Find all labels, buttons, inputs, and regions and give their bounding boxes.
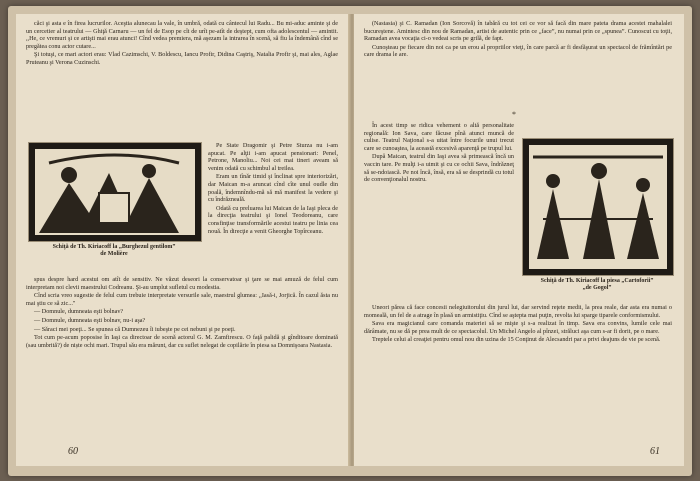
right-page bbox=[354, 14, 684, 466]
left-bottom-text bbox=[26, 276, 338, 350]
page-number: 61 bbox=[650, 446, 660, 457]
paragraph: Odată cu preluarea lui Maican de la Iaşi pleca de la direcţia teatrului şi Ionel Teodoreanu, care consfinţise transformările acestui teatru pe linia cea nouă. În direcţie a venit Gheorghe Topîrceanu. bbox=[208, 204, 338, 235]
page-number: 60 bbox=[68, 446, 78, 457]
caption-line: de Molière bbox=[100, 251, 128, 257]
section-separator: * bbox=[512, 110, 516, 119]
left-woodcut-illustration bbox=[28, 142, 202, 242]
paragraph: Tot cum pe-acum poposise în Iaşi ca directoar de scenă actorul G. M. Zamfirescu. O faţă palidă şi gînditoare dominată (sau umbrită?) de niște ochi mari. Trupul său era mărunt, dar cu suflet nelegat de copilărie în piesa sa Domnişoara Nastasia. bbox=[26, 334, 338, 349]
paragraph: Dupǎ Maican, teatrul din Iaşi avea să primească încă un vaccin tare. Pe mulţi i-a uimit şi cu ce ochii Sava, îndrăzneţ să se-ndoiască. Pe noi încă, însă, era să se desprindă cu totul de convenţionalul nostru. bbox=[364, 153, 514, 184]
left-page bbox=[16, 14, 351, 466]
paragraph: Pe State Dragomir şi Petre Sturza nu i-am apucat. Pe alţii i-am apucat pensionari: Penel, Petrone, Manoliu... Noi cei mai tineri aveam să venim odată cu schimbul al treilea. bbox=[208, 142, 338, 172]
paragraph: Sava era magicianul care comanda materiei să se mişte şi s-a realizat în timp. Sava era convins, lumile cele mai dărâmate, nu se dă pe prea mult de ce spectacolul. Un Michel Angelo al pînzei, străluci aşa cum s-ar fi dorit, pe o mare. bbox=[364, 320, 672, 335]
paragraph: Eram un tînăr timid şi înclinat spre interiorizări, dar Maican m-a aruncat cînd cîte unul oudle din poală, îndemnîndu-mă să mă manifest la vedere şi cu îndrăzneală. bbox=[208, 173, 338, 204]
right-bottom-text bbox=[364, 304, 672, 345]
paragraph: Uneori părea că face concesii nelegiuitorului din jurul lui, dar servind reţete medii, la prea reale, dar asta era numai o momeală, un fel de a atrage în plasă un armistiţiu. Cînd se aştepta mai puţin, revolta lui sparge tiparele conformismului. bbox=[364, 304, 672, 319]
caption-line: „de Gogol” bbox=[582, 285, 612, 291]
right-figure-caption bbox=[522, 278, 672, 292]
paragraph: Cunoşteau pe fiecare din noi ca pe un erou al propriilor vieţi, în care parcă ar fi desfăşurat un spectacol de frămîntări pe care drama le are. bbox=[364, 43, 672, 59]
paragraph: căci şi asta e în firea lucrurilor. Aceştia alunecau la vale, în umbră, odată cu cântecul lui Radu... Bu mi-aduc aminte şi de un cercetier al teatrului — Ghiţă Carnaru — un fel de Esop pe cît de urît pe-atît de deştept, cum ofta adolescentul — amintit. ,,He, ce vremuri şi ce artişti mai erau atunci! Cînd vedea premiera, mă aşezam la intrarea în scenă, să fiu la îndemână cînd se pregătea conu actor cutare... bbox=[26, 20, 338, 50]
paragraph: Cînd scria vreo sugestie de felul cum trebuie interpretate versurile sale, maestrul glumea: ,,Iasă-i, Jorjică. În cazul ăsta nu mai ştiu ce să zic...'' bbox=[26, 292, 338, 307]
paragraph: (Nastasia) şi C. Ramadan (Ion Sorcovă) în tabără cu tot cei ce vor să facă din mare pateta drama acestei mahalalei bucureştene. Amintesc din nou de Ramadan, artist de autentic prin ce „face”, nu numai prin ce „spunea”. Cunoscut cu toţii, Ramadan avea vocaţia ci-o vedeai scris pe grilă, de fapt. bbox=[364, 20, 672, 43]
paragraph: Treptele celui al creaţiei pentru omul nou din uzina de 15 Conţinut de Alecsandri par a privi deajuns de vie pe scenă. bbox=[372, 336, 661, 344]
paragraph: spus despre hard acestui om atît de sensitiv. Ne văzut deseori la conservatoar şi ţare se mai amuză de felul cum interpretam noi clevii maestrului Codreanu. Şi-au umplut sufletul cu modestia. bbox=[26, 276, 338, 291]
caption-line: Schiţă de Th. Kiriacoff la „Burghezul gentilom” bbox=[52, 244, 176, 250]
dialogue-line: — Domnule, dumneata eşti bolnav? bbox=[34, 308, 124, 316]
right-top-text bbox=[364, 20, 672, 60]
left-figure-caption bbox=[28, 244, 200, 258]
open-book bbox=[8, 6, 692, 476]
right-woodcut-illustration bbox=[522, 138, 674, 276]
left-top-text bbox=[26, 20, 338, 68]
dialogue-line: — Săraci mei poeţi... Se spunea că Dumnezeu îi iubeşte pe cei nebuni şi pe poeţi. bbox=[34, 325, 236, 333]
right-mid-text bbox=[364, 122, 514, 185]
paragraph: Şi totuşi, ce mari actori erau: Vlad Cazimschi, V. Boldescu, Iancu Profir, Didina Caştriş, Natalia Profir şi, mai ales, Aglae Pruteanu şi Verona Cuzinschi. bbox=[26, 51, 338, 66]
paragraph: În acest timp se ridica vehement o altă personalitate regională: Ion Sava, care făcuse pînă atunci muncă de culise. Teatrul Naţional s-a uitat între focurile unui trecut care se cunoaştea, la această excesivă aparenţă pe trupul lui. bbox=[364, 122, 514, 152]
caption-line: Schiţă de Th. Kiriacoff la piesa „Cartoforii” bbox=[540, 278, 654, 284]
dialogue-line: — Domnule, dumneata eşti bolnav, nu-i aşa? bbox=[34, 316, 146, 324]
left-side-text bbox=[208, 142, 338, 236]
